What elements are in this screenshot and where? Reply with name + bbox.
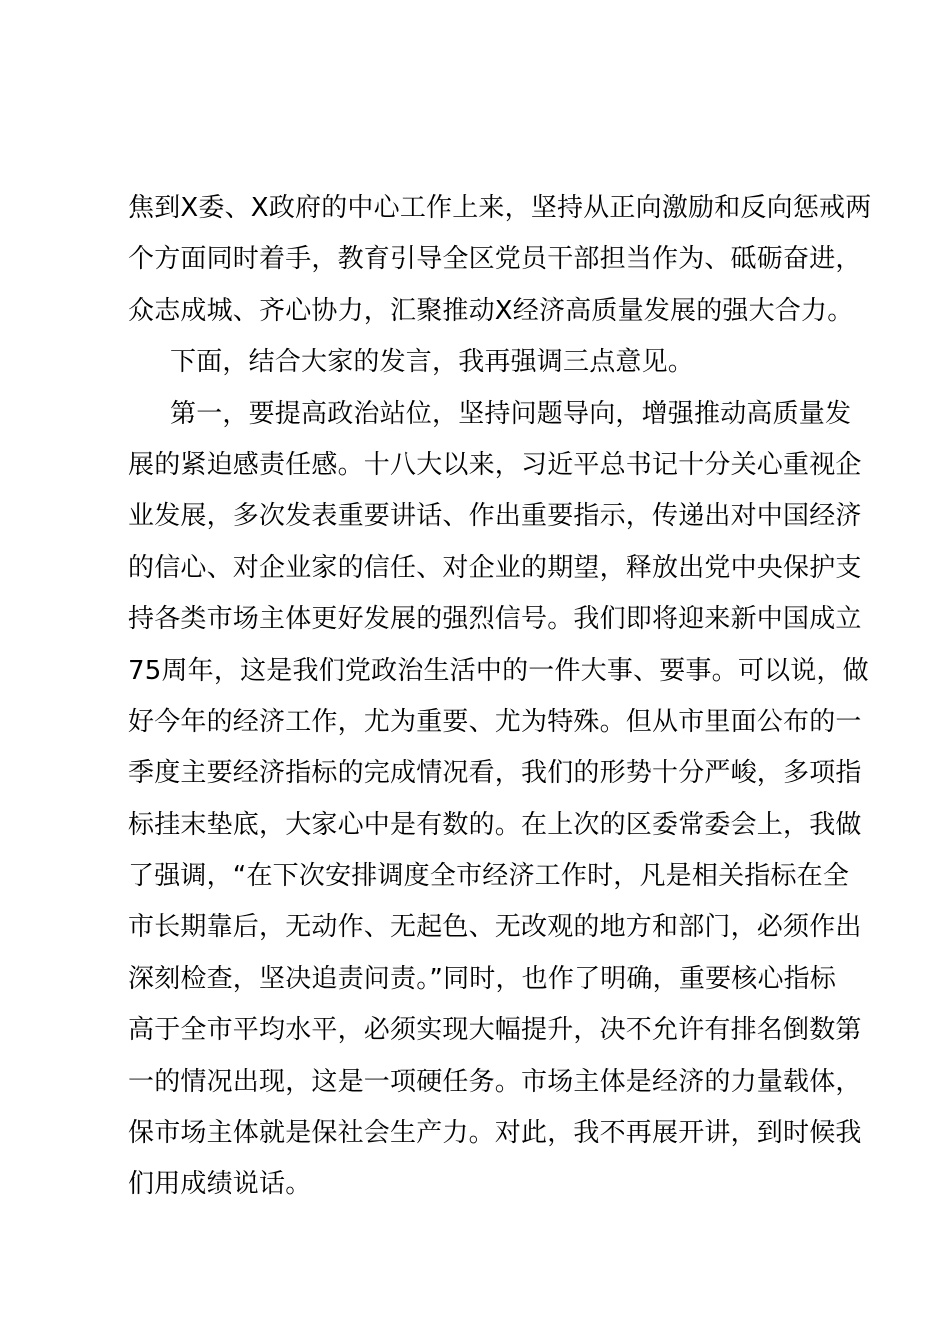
text-line: 保市场主体就是保社会生产力。对此，我不再展开讲，到时候我 bbox=[128, 1118, 862, 1149]
text-line: 75周年，这是我们党政治生活中的一件大事、要事。可以说，做 bbox=[128, 655, 869, 686]
text-line: 展的紧迫感责任感。十八大以来，习近平总书记十分关心重视企 bbox=[128, 449, 862, 480]
text-line: 深刻检查，坚决追责问责。”同时，也作了明确，重要核心指标 bbox=[128, 963, 837, 994]
text-line: 了强调，“在下次安排调度全市经济工作时，凡是相关指标在全 bbox=[128, 861, 850, 892]
text-line: 高于全市平均水平，必须实现大幅提升，决不允许有排名倒数第 bbox=[128, 1015, 862, 1046]
text-line: 众志成城、齐心协力，汇聚推动X经济高质量发展的强大合力。 bbox=[128, 295, 854, 326]
body-text bbox=[128, 183, 872, 1211]
text-line: 的信心、对企业家的信任、对企业的期望，释放出党中央保护支 bbox=[128, 552, 862, 583]
text-line: 好今年的经济工作，尤为重要、尤为特殊。但从市里面公布的一 bbox=[128, 706, 862, 737]
text-line: 们用成绩说话。 bbox=[128, 1169, 312, 1200]
text-line: 市长期靠后，无动作、无起色、无改观的地方和部门，必须作出 bbox=[128, 912, 862, 943]
text-line: 焦到X委、X政府的中心工作上来，坚持从正向激励和反向惩戒两 bbox=[128, 193, 872, 223]
text-line: 标挂末垫底，大家心中是有数的。在上次的区委常委会上，我做 bbox=[128, 809, 862, 840]
text-line: 业发展，多次发表重要讲话、作出重要指示，传递出对中国经济 bbox=[128, 501, 862, 532]
text-line: 个方面同时着手，教育引导全区党员干部担当作为、砥砺奋进， bbox=[128, 244, 862, 275]
paragraph-first-line: 下面，结合大家的发言，我再强调三点意见。 bbox=[170, 347, 695, 378]
text-line: 季度主要经济指标的完成情况看，我们的形势十分严峻，多项指 bbox=[128, 758, 862, 789]
text-line: 持各类市场主体更好发展的强烈信号。我们即将迎来新中国成立 bbox=[128, 604, 862, 635]
text-line: 一的情况出现，这是一项硬任务。市场主体是经济的力量载体， bbox=[128, 1066, 862, 1097]
paragraph-first-line: 第一，要提高政治站位，坚持问题导向，增强推动高质量发 bbox=[170, 398, 852, 429]
